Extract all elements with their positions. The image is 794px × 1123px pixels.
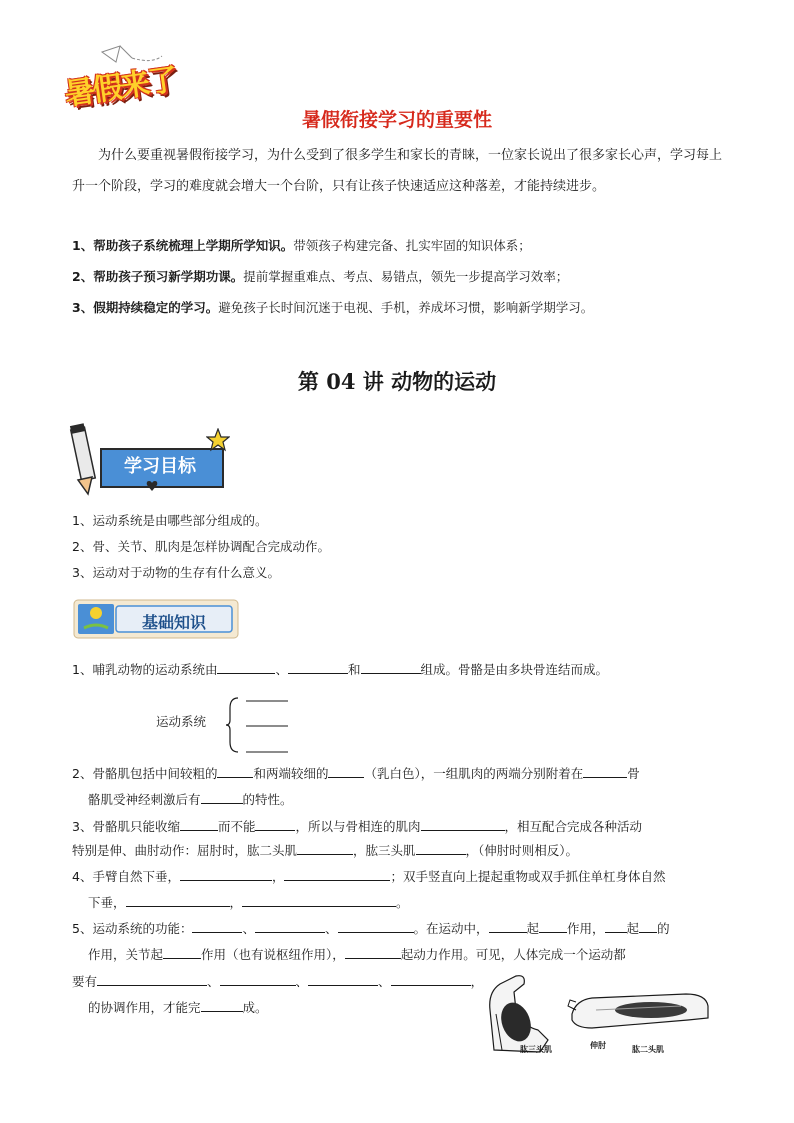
goal-item-1: 1、运动系统是由哪些部分组成的。 [72,513,268,528]
star-icon [206,428,230,452]
heart-icon [146,480,158,492]
figure-label-middle: 伸肘 [590,1041,606,1050]
question-5-line-2: 作用，关节起 作用（也有说枢纽作用）， 起动力作用。可见，人体完成一个运动都 [88,944,626,965]
logo-text: 暑假来了 [62,62,179,113]
point-2: 2、帮助孩子预习新学期功课。提前掌握重难点、考点、易错点，领先一步提高学习效率； [72,269,569,284]
lesson-title: 第 04 讲 动物的运动 [297,369,497,394]
question-2-line-2: 骼肌受神经刺激后有 的特性。 [88,789,293,810]
goal-item-3: 3、运动对于动物的生存有什么意义。 [72,565,280,580]
question-3-line-1: 3、骨骼肌只能收缩 而不能 ，所以与骨相连的肌肉 ，相互配合完成各种活动 [72,816,642,837]
basics-badge [72,596,242,642]
page-title: 暑假衔接学习的重要性 [301,109,492,131]
figure-label-right: 肱二头肌 [632,1045,664,1054]
goal-item-2: 2、骨、关节、肌肉是怎样协调配合完成动作。 [72,539,330,554]
question-4-line-1: 4、手臂自然下垂， ， ；双手竖直向上提起重物或双手抓住单杠身体自然 [72,866,666,887]
question-3-line-2: 特别是伸、曲肘动作：屈肘时，肱二头肌 ，肱三头肌 ，（伸肘时则相反）。 [72,840,578,861]
question-5-line-1: 5、运动系统的功能： 、 、 。在运动中， 起 作用， 起 的 [72,918,670,939]
question-5-line-3: 要有 、 、 、 ， [72,971,483,992]
goal-badge-label: 学习目标 [124,456,196,477]
point-3: 3、假期持续稳定的学习。避免孩子长时间沉迷于电视、手机，养成坏习惯，影响新学期学习。 [72,300,594,315]
figure-label-left: 肱三头肌 [520,1045,552,1054]
question-5-line-4: 的协调作用，才能完 成。 [88,997,268,1018]
system-label: 运动系统 [156,714,207,729]
system-bracket [226,694,296,756]
intro-paragraph: 为什么要重视暑假衔接学习，为什么受到了很多学生和家长的青睐，一位家长说出了很多家长心声，学习每上升一个阶段，学习的难度就会增大一个台阶，只有让孩子快速适应这种落差，才能持续进步。 [72,148,723,194]
question-1: 1、哺乳动物的运动系统由 、 和 组成。骨骼是由多块骨连结而成。 [72,659,608,680]
basics-badge-label: 基础知识 [141,613,206,632]
point-1: 1、帮助孩子系统梳理上学期所学知识。带领孩子构建完备、扎实牢固的知识体系； [72,238,531,253]
question-4-line-2: 下垂， ， 。 [88,892,409,913]
question-2-line-1: 2、骨骼肌包括中间较粗的 和两端较细的 （乳白色），一组肌肉的两端分别附着在 骨 [72,763,640,784]
arm-muscle-figure [476,970,716,1060]
